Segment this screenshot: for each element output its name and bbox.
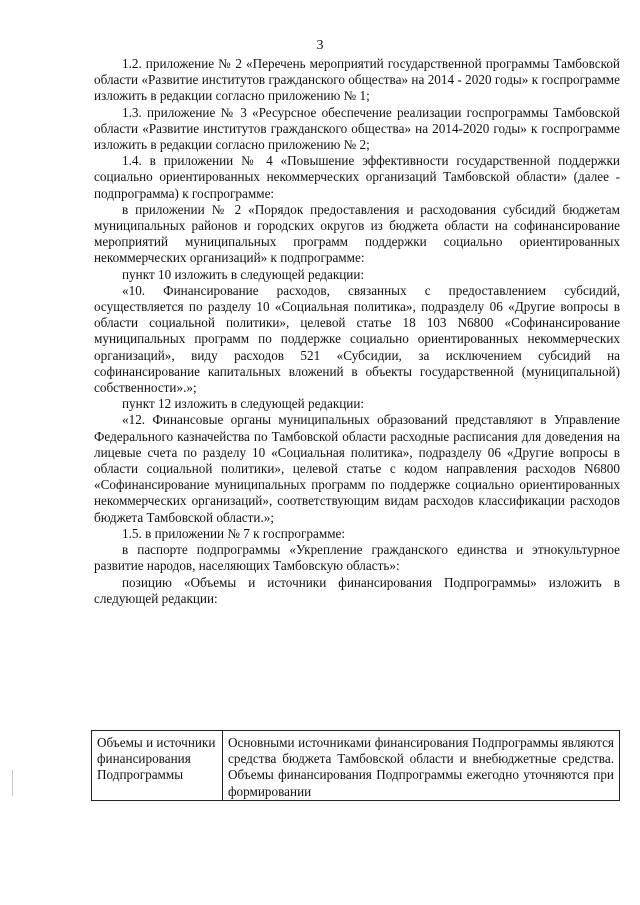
table-row <box>92 731 620 801</box>
paragraph-1-4: 1.4. в приложении № 4 «Повышение эффективности государственной поддержки социально ориентированных некоммерческих организаций Тамбовской области» (далее - подпрограмма) к госпрограмме: <box>94 153 620 201</box>
paragraph-position: позицию «Объемы и источники финансирования Подпрограммы» изложить в следующей редакции: <box>94 574 620 606</box>
paragraph-appendix-2: в приложении № 2 «Порядок предоставления и расходования субсидий бюджетам муниципальных районов и городских округов из бюджета области на софинансирование мероприятий муниципальных программ поддержки социально ориентированных некоммерческих организаций» к подпрограмме: <box>94 201 620 266</box>
paragraph-point-10: «10. Финансирование расходов, связанных с предоставлением субсидий, осуществляется по разделу 10 «Социальная политика», подразделу 06 «Другие вопросы в области социальной политики», целевой статье 18 103 N6800 «Софинансирование муниципальных программ по поддержке социально ориентированных некоммерческих организаций», виду расходов 521 «Субсидии, за исключением субсидий на софинансирование капитальных вложений в объекты государственной (муниципальной) собственности».»; <box>94 282 620 396</box>
document-body <box>94 56 620 607</box>
paragraph-point-12-intro: пункт 12 изложить в следующей редакции: <box>122 396 365 412</box>
paragraph-1-5: 1.5. в приложении № 7 к госпрограмме: <box>122 525 346 541</box>
funding-table <box>91 730 620 801</box>
table-label-cell: Объемы и источники финансирования Подпрограммы <box>92 731 223 801</box>
paragraph-passport: в паспорте подпрограммы «Укрепление гражданского единства и этнокультурное развитие народов, населяющих Тамбовскую область»: <box>94 542 620 574</box>
paragraph-point-10-intro: пункт 10 изложить в следующей редакции: <box>122 266 365 282</box>
scan-margin-mark <box>12 770 13 796</box>
table-content-cell: Основными источниками финансирования Подпрограммы являются средства бюджета Тамбовской области и внебюджетные средства. Объемы финансирования Подпрограммы ежегодно уточняются при формировании <box>223 731 620 801</box>
paragraph-point-12: «12. Финансовые органы муниципальных образований представляют в Управление Федерального казначейства по Тамбовской области расходные расписания для доведения на лицевые счета по разделу 10 «Социальная политика», подразделу 06 «Другие вопросы в области социальной политики», целевой статье с кодом направления расходов N6800 «Софинансирование муниципальных программ по поддержке социально ориентированных некоммерческих организаций», соответствующим видам расходов классификации расходов бюджета Тамбовской области.»; <box>94 412 620 525</box>
paragraph-1-2: 1.2. приложение № 2 «Перечень мероприятий государственной программы Тамбовской области «Развитие институтов гражданского общества» на 2014 - 2020 годы» к госпрограмме изложить в редакции согласно приложению № 1; <box>94 56 620 104</box>
paragraph-1-3: 1.3. приложение № 3 «Ресурсное обеспечение реализации госпрограммы Тамбовской области «Развитие институтов гражданского общества» на 2014-2020 годы» к госпрограмме изложить в редакции согласно приложению № 2; <box>94 104 620 153</box>
page-number: 3 <box>316 38 324 53</box>
